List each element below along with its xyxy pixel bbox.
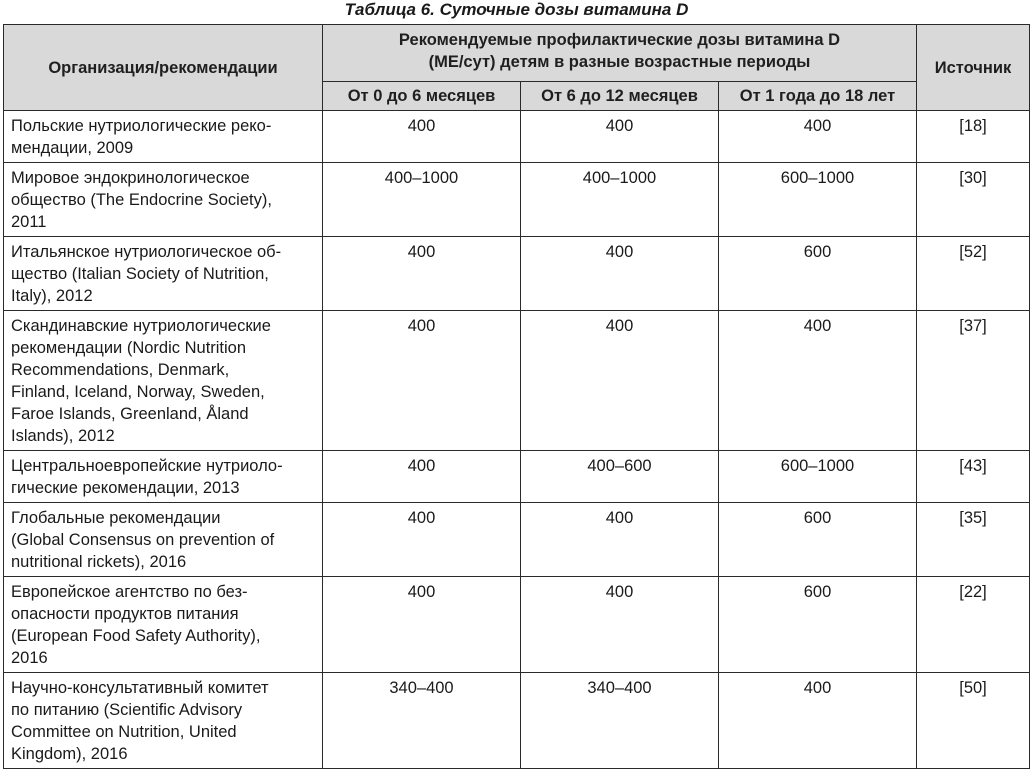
- table-row: [4, 577, 1030, 673]
- organization-column-header: Организация/рекомендации: [4, 25, 323, 111]
- dose-cell-0-6-months: 400: [323, 111, 521, 163]
- organization-line: рекомендации (Nordic Nutrition: [11, 339, 247, 357]
- organization-cell: [4, 111, 323, 163]
- organization-line: Islands), 2012: [11, 427, 115, 445]
- organization-line: мендации, 2009: [11, 139, 134, 157]
- dose-cell-0-6-months: 400: [323, 237, 521, 311]
- organization-cell: [4, 577, 323, 673]
- table-body: [4, 111, 1030, 769]
- organization-line: Европейское агентство по без-: [11, 583, 248, 601]
- dose-cell-6-12-months: 400–1000: [521, 163, 719, 237]
- organization-cell: [4, 311, 323, 451]
- organization-cell: [4, 163, 323, 237]
- organization-line: по питанию (Scientific Advisory: [11, 701, 243, 719]
- table-row: [4, 451, 1030, 503]
- organization-cell: [4, 451, 323, 503]
- organization-line: щество (Italian Society of Nutrition,: [11, 265, 269, 283]
- source-cell: [43]: [917, 451, 1030, 503]
- organization-line: (Global Consensus on prevention of: [11, 531, 275, 549]
- table-row: [4, 163, 1030, 237]
- organization-line: Italy), 2012: [11, 287, 93, 305]
- table-row: [4, 503, 1030, 577]
- organization-line: Польские нутриологические реко-: [11, 117, 272, 135]
- organization-line: 2016: [11, 649, 48, 667]
- dose-cell-6-12-months: 400–600: [521, 451, 719, 503]
- dose-cell-0-6-months: 400–1000: [323, 163, 521, 237]
- dose-cell-1-18-years: 600–1000: [719, 451, 917, 503]
- organization-line: Глобальные рекомендации: [11, 509, 221, 527]
- source-cell: [52]: [917, 237, 1030, 311]
- dose-cell-1-18-years: 600: [719, 237, 917, 311]
- dose-cell-1-18-years: 600–1000: [719, 163, 917, 237]
- dose-cell-0-6-months: 400: [323, 451, 521, 503]
- dose-cell-6-12-months: 400: [521, 237, 719, 311]
- organization-line: гические рекомендации, 2013: [11, 479, 240, 497]
- table-caption: Таблица 6. Суточные дозы витамина D: [344, 0, 689, 19]
- dose-cell-0-6-months: 400: [323, 503, 521, 577]
- dose-cell-6-12-months: 340–400: [521, 673, 719, 769]
- table-header: [4, 25, 1030, 111]
- table-row: [4, 237, 1030, 311]
- doses-header-line-2: (МЕ/сут) детям в разные возрастные периоды: [428, 53, 811, 71]
- organization-cell: [4, 673, 323, 769]
- organization-line: Мировое эндокринологическое: [11, 169, 250, 187]
- table-row: [4, 673, 1030, 769]
- dose-cell-0-6-months: 400: [323, 311, 521, 451]
- doses-column-group-header: [323, 25, 917, 82]
- dose-cell-1-18-years: 400: [719, 311, 917, 451]
- source-cell: [50]: [917, 673, 1030, 769]
- dose-cell-6-12-months: 400: [521, 311, 719, 451]
- dose-cell-1-18-years: 400: [719, 673, 917, 769]
- dose-cell-6-12-months: 400: [521, 503, 719, 577]
- source-cell: [22]: [917, 577, 1030, 673]
- table-row: [4, 311, 1030, 451]
- dose-cell-1-18-years: 400: [719, 111, 917, 163]
- age-header-1-18-years: От 1 года до 18 лет: [719, 82, 917, 111]
- organization-line: Kingdom), 2016: [11, 745, 128, 763]
- source-cell: [37]: [917, 311, 1030, 451]
- organization-line: Научно-консультативный комитет: [11, 679, 269, 697]
- dose-cell-1-18-years: 600: [719, 503, 917, 577]
- organization-line: Центральноевропейские нутриоло-: [11, 457, 283, 475]
- source-cell: [35]: [917, 503, 1030, 577]
- source-cell: [30]: [917, 163, 1030, 237]
- organization-line: 2011: [11, 213, 47, 231]
- organization-line: (European Food Safety Authority),: [11, 627, 261, 645]
- table-row: [4, 111, 1030, 163]
- organization-line: Committee on Nutrition, United: [11, 723, 237, 741]
- organization-line: общество (The Endocrine Society),: [11, 191, 272, 209]
- source-column-header: Источник: [917, 25, 1030, 111]
- dose-cell-6-12-months: 400: [521, 577, 719, 673]
- organization-line: Скандинавские нутриологические: [11, 317, 271, 335]
- organization-line: Faroe Islands, Greenland, Åland: [11, 405, 249, 423]
- organization-line: Recommendations, Denmark,: [11, 361, 230, 379]
- organization-line: Итальянское нутриологическое об-: [11, 243, 282, 261]
- dose-cell-0-6-months: 400: [323, 577, 521, 673]
- age-header-0-6-months: От 0 до 6 месяцев: [323, 82, 521, 111]
- dose-cell-1-18-years: 600: [719, 577, 917, 673]
- organization-cell: [4, 503, 323, 577]
- organization-line: опасности продуктов питания: [11, 605, 239, 623]
- source-cell: [18]: [917, 111, 1030, 163]
- dose-cell-6-12-months: 400: [521, 111, 719, 163]
- doses-header-line-1: Рекомендуемые профилактические дозы витамина D: [398, 31, 841, 49]
- vitamin-d-doses-table: [3, 24, 1030, 769]
- organization-line: Finland, Iceland, Norway, Sweden,: [11, 383, 265, 401]
- organization-cell: [4, 237, 323, 311]
- organization-line: nutritional rickets), 2016: [11, 553, 187, 571]
- age-header-6-12-months: От 6 до 12 месяцев: [521, 82, 719, 111]
- dose-cell-0-6-months: 340–400: [323, 673, 521, 769]
